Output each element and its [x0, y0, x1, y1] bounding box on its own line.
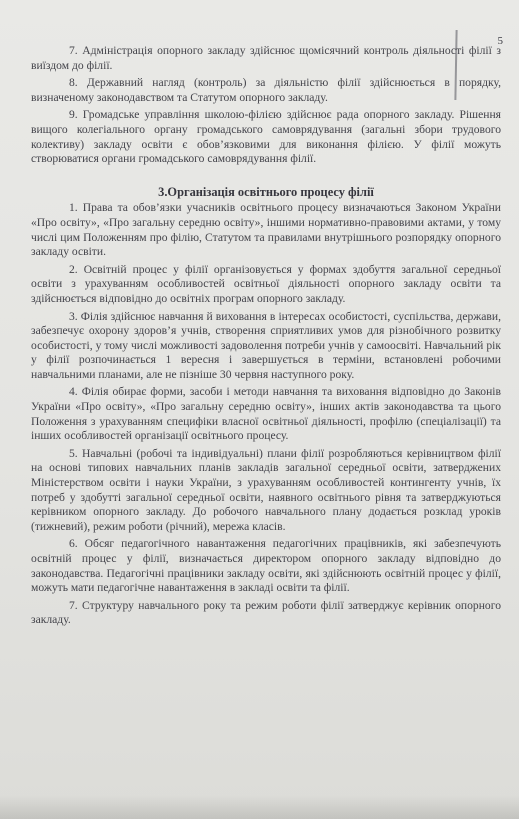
- document-body: [31, 44, 501, 631]
- paragraph-9-public-governance: 9. Громадське управління школою-філією здійснює рада опорного закладу. Рішення вищого колегіального органу громадського самоврядування (загальні збори трудового колективу) закладу освіти є обов’язковими для виконання філією. У філії можуть створюватися органи громадського самоврядування філії.: [31, 108, 501, 166]
- paragraph-4-methods: 4. Філія обирає форми, засоби і методи навчання та виховання відповідно до Законів України «Про освіту», «Про загальну середню освіту», інших актів законодавства та цього Положення з урахуванням специфіки власної освітньої діяльності, профілю (спеціалізації) та інших особливостей організації освітнього процесу.: [31, 385, 501, 443]
- section-heading: 3.Організація освітнього процесу філії: [158, 184, 374, 199]
- paragraph-6-teaching-load: 6. Обсяг педагогічного навантаження педагогічних працівників, які забезпечують освітній процес у філії, визначається директором опорного закладу відповідно до законодавства. Педагогічні працівники закладу освіти, які здійснюють освітній процес у філії, можуть мати педагогічне навантаження в закладі освіти та філії.: [31, 537, 501, 595]
- paragraph-8-state-supervision: 8. Державний нагляд (контроль) за діяльністю філії здійснюється в порядку, визначеному законодавством та Статутом опорного закладу.: [31, 76, 501, 104]
- paragraph-3-education-year: 3. Філія здійснює навчання й виховання в інтересах особистості, суспільства, держави, забезпечує охорону здоров’я учнів, створення сприятливих умов для різнобічного розвитку особистості, у тому числі можливості задоволення потреби учнів у самоосвіті. Навчальний рік у філії розпочинається 1 вересня і завершується в терміни, встановлені робочими навчальними планами, але не пізніше 30 червня наступного року.: [31, 309, 501, 381]
- paragraph-5-study-plans: 5. Навчальні (робочі та індивідуальні) плани філії розробляються керівництвом філії на основі типових навчальних планів закладів загальної середньої освіти, затверджених Міністерством освіти і науки України, з урахуванням особливостей контингенту учнів, їх потреб у здобутті загальної середньої освіти, наявного освітнього рівня та затверджуються керівником опорного закладу. До робочого навчального плану додається розклад уроків (тижневий), режим роботи (річний), мережа класів.: [31, 446, 501, 533]
- paragraph-2-process-forms: 2. Освітній процес у філії організовується у формах здобуття загальної середньої освіти з урахуванням особливостей освітньої діяльності опорного закладу освіти та здійснюється відповідно до освітніх програм опорного закладу.: [31, 262, 501, 305]
- paragraph-7-admin-control: 7. Адміністрація опорного закладу здійснює щомісячний контроль діяльності філії з виїздом до філії.: [31, 44, 501, 72]
- page-number: 5: [497, 35, 503, 47]
- page-edge-shadow: [0, 795, 519, 819]
- paragraph-7-year-structure: 7. Структуру навчального року та режим роботи філії затверджує керівник опорного закладу.: [31, 598, 501, 627]
- paragraph-1-rights: 1. Права та обов’язки учасників освітнього процесу визначаються Законом України «Про освіту», «Про загальну середню освіту», іншими нормативно-правовими актами, у тому числі цим Положенням про філію, Статутом та правилами внутрішнього розпорядку опорного закладу освіти.: [31, 201, 501, 259]
